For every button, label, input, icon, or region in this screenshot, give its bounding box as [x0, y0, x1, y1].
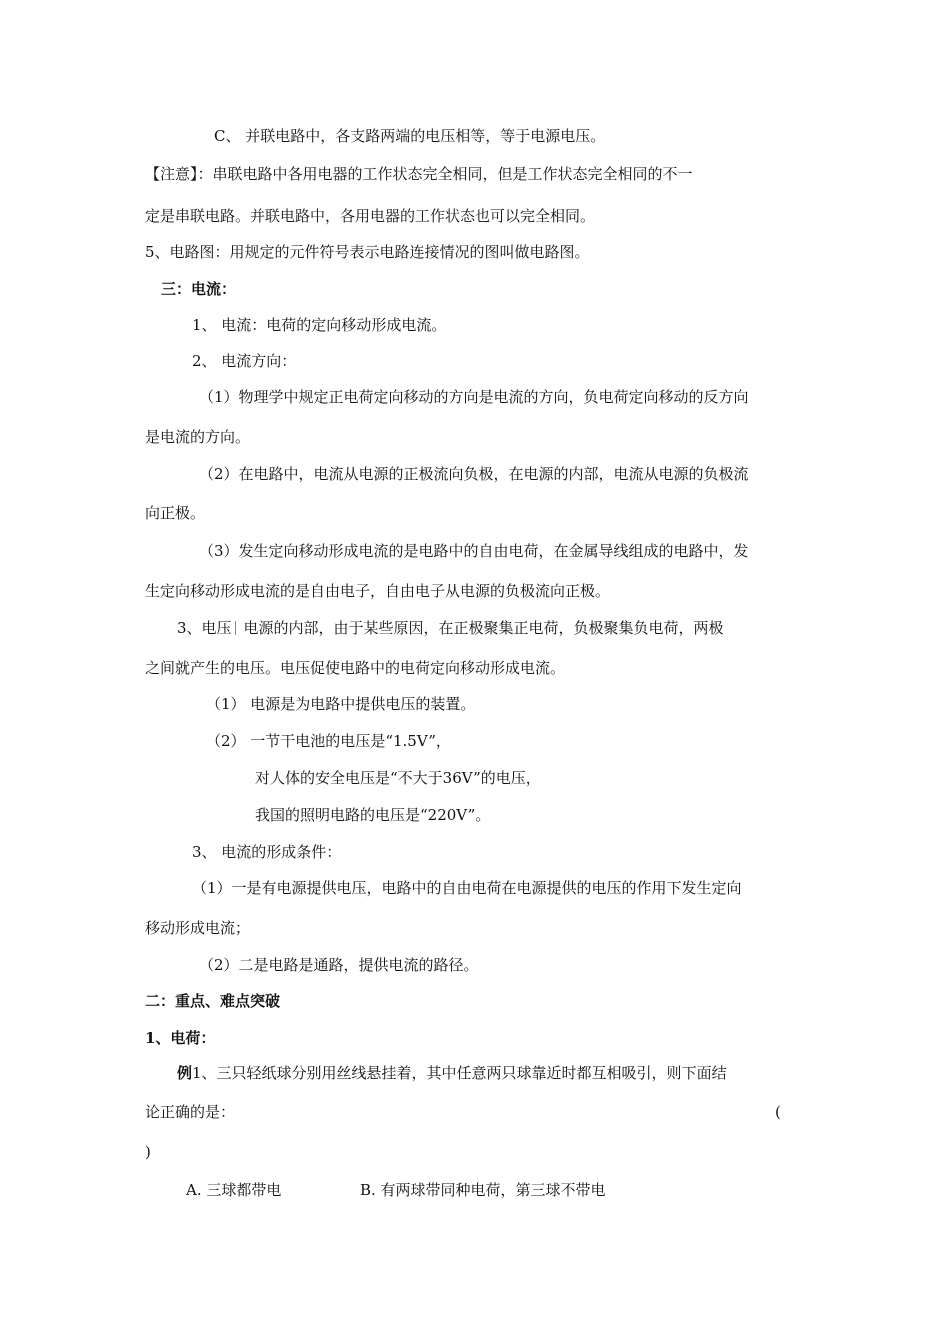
text-line: （2） 一节干电池的电压是“1.5V”， — [206, 732, 451, 750]
text-line: 生定向移动形成电流的是自由电子，自由电子从电源的负极流向正极。 — [145, 582, 611, 600]
option-b: B. 有两球带同种电荷，第三球不带电 — [360, 1181, 606, 1199]
text-line: 论正确的是： — [145, 1103, 236, 1121]
text-line: 定是串联电路。并联电路中，各用电器的工作状态也可以完全相同。 — [145, 207, 596, 225]
text-line: 对人体的安全电压是“不大于36V”的电压， — [255, 769, 541, 787]
text-line: （2）二是电路是通路，提供电流的路径。 — [199, 956, 479, 974]
text-line: 向正极。 — [145, 504, 206, 522]
text-line: （2）在电路中，电流从电源的正极流向负极，在电源的内部，电流从电源的负极流 — [199, 465, 749, 483]
example-line — [177, 1063, 727, 1083]
voltage-description: 电源的内部，由于某些原因，在正极聚集正电荷，负极聚集负电荷，两极 — [243, 619, 724, 637]
text-line: 2、 电流方向： — [192, 352, 297, 370]
section-heading: 二：重点、难点突破 — [145, 992, 281, 1010]
subsection-heading: 1、电荷： — [145, 1029, 216, 1047]
text-line: C、 并联电路中，各支路两端的电压相等，等于电源电压。 — [214, 127, 606, 145]
text-line: 移动形成电流； — [145, 919, 251, 937]
example-text: 1、三只轻纸球分别用丝线悬挂着，其中任意两只球靠近时都互相吸引，则下面结 — [192, 1064, 727, 1082]
text-line — [177, 618, 724, 638]
example-label: 例 — [177, 1064, 193, 1082]
text-line: 5、电路图：用规定的元件符号表示电路连接情况的图叫做电路图。 — [145, 243, 590, 261]
text-cursor — [235, 621, 236, 635]
text-line: 我国的照明电路的电压是“220V”。 — [255, 806, 491, 824]
answer-bracket-close: ) — [145, 1143, 151, 1161]
text-line: （1）物理学中规定正电荷定向移动的方向是电流的方向，负电荷定向移动的反方向 — [199, 388, 749, 406]
section-heading: 三：电流： — [161, 280, 237, 298]
answer-bracket-open: ( — [775, 1103, 781, 1121]
note-line: 【注意】：串联电路中各用电器的工作状态完全相同，但是工作状态完全相同的不一 — [145, 165, 693, 183]
text-line: 3、 电流的形成条件： — [192, 843, 342, 861]
text-line: 1、 电流：电荷的定向移动形成电流。 — [192, 316, 447, 334]
text-line: 是电流的方向。 — [145, 428, 251, 446]
text-line: 之间就产生的电压。电压促使电路中的电荷定向移动形成电流。 — [145, 659, 566, 677]
text-line: （1） 电源是为电路中提供电压的装置。 — [206, 695, 476, 713]
voltage-label: 3、电压 — [177, 619, 232, 637]
option-a: A. 三球都带电 — [186, 1181, 282, 1199]
text-line: （3）发生定向移动形成电流的是电路中的自由电荷，在金属导线组成的电路中，发 — [199, 542, 749, 560]
text-line: （1）一是有电源提供电压，电路中的自由电荷在电源提供的电压的作用下发生定向 — [192, 879, 742, 897]
